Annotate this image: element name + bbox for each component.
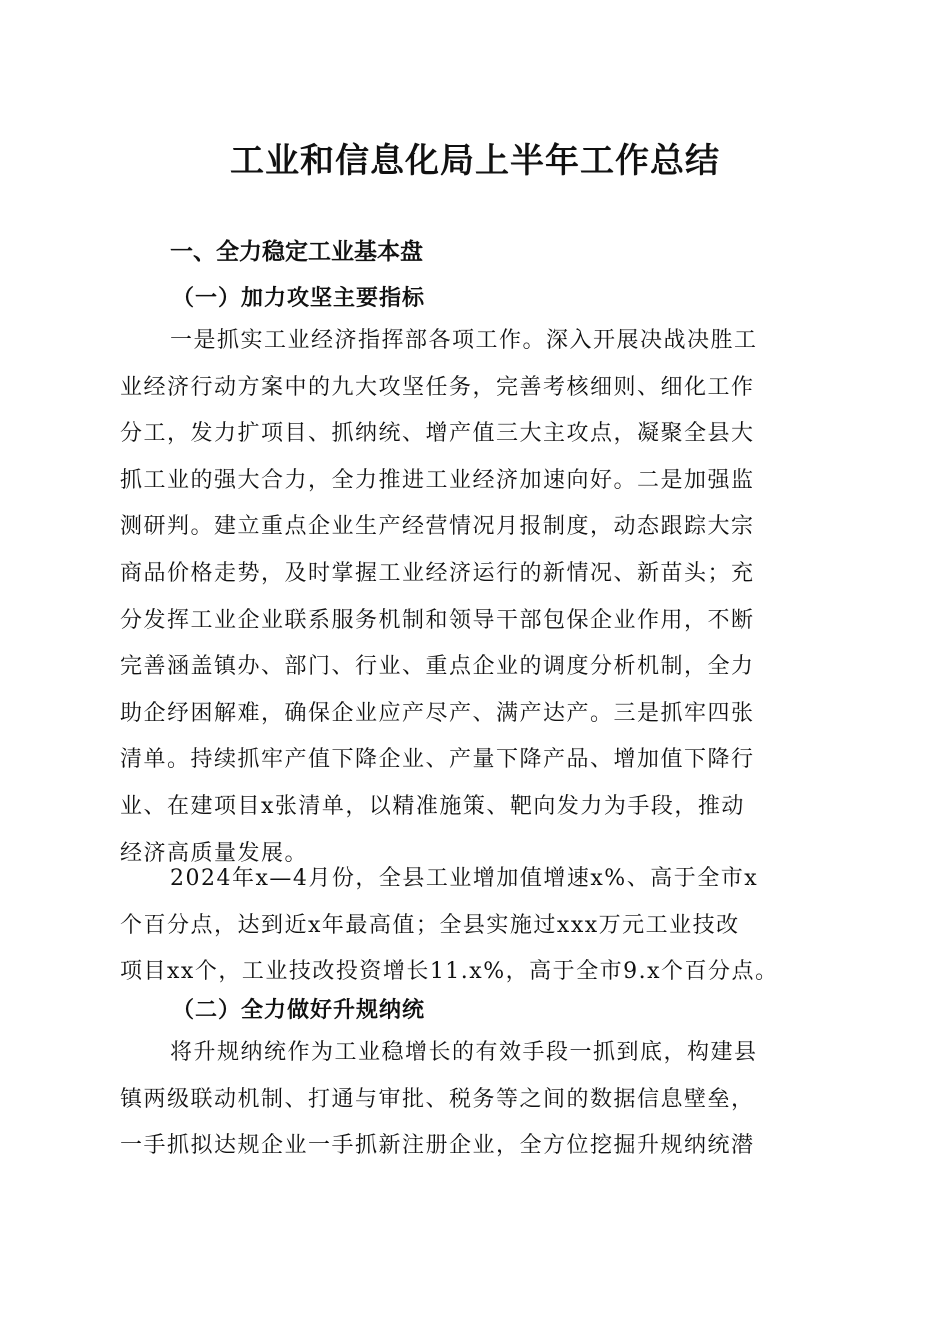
- paragraph-line: 一是抓实工业经济指挥部各项工作。深入开展决战决胜工: [170, 328, 758, 353]
- paragraph-line: 清单。持续抓牢产值下降企业、产量下降产品、增加值下降行: [120, 747, 755, 773]
- paragraph-line: 镇两级联动机制、打通与审批、税务等之间的数据信息壁垒，: [120, 1086, 755, 1112]
- paragraph-line: 一手抓拟达规企业一手抓新注册企业，全方位挖掘升规纳统潜: [120, 1133, 755, 1159]
- paragraph-line: 将升规纳统作为工业稳增长的有效手段一抓到底，构建县: [170, 1040, 758, 1065]
- paragraph-line: 分发挥工业企业联系服务机制和领导干部包保企业作用，不断: [120, 607, 755, 633]
- paragraph-line: 2024年x—4月份，全县工业增加值增速x%、高于全市x: [170, 866, 759, 891]
- paragraph-key-indicators: [120, 318, 832, 877]
- subsection-heading-1: （一）加力攻坚主要指标: [172, 285, 426, 311]
- paragraph-line: 测研判。建立重点企业生产经营情况月报制度，动态跟踪大宗: [120, 514, 755, 540]
- paragraph-enterprise-upgrade: [120, 1030, 832, 1170]
- subsection-heading-2: （二）全力做好升规纳统: [172, 997, 426, 1023]
- paragraph-statistics: [120, 856, 832, 996]
- paragraph-line: 项目xx个，工业技改投资增长11.x%，高于全市9.x个百分点。: [120, 959, 779, 985]
- paragraph-line: 完善涵盖镇办、部门、行业、重点企业的调度分析机制，全力: [120, 654, 755, 680]
- paragraph-line: 业经济行动方案中的九大攻坚任务，完善考核细则、细化工作: [120, 374, 755, 400]
- paragraph-line: 个百分点，达到近x年最高值；全县实施过xxx万元工业技改: [120, 912, 740, 938]
- paragraph-line: 助企纾困解难，确保企业应产尽产、满产达产。三是抓牢四张: [120, 700, 755, 726]
- paragraph-line: 业、在建项目x张清单，以精准施策、靶向发力为手段，推动: [120, 793, 745, 819]
- paragraph-line: 抓工业的强大合力，全力推进工业经济加速向好。二是加强监: [120, 467, 755, 493]
- paragraph-line: 商品价格走势，及时掌握工业经济运行的新情况、新苗头；充: [120, 560, 755, 586]
- paragraph-line: 经济高质量发展。: [120, 840, 309, 866]
- section-heading-1: 一、全力稳定工业基本盘: [170, 239, 423, 265]
- document-title: 工业和信息化局上半年工作总结: [230, 141, 720, 181]
- paragraph-line: 分工，发力扩项目、抓纳统、增产值三大主攻点，凝聚全县大: [120, 421, 755, 447]
